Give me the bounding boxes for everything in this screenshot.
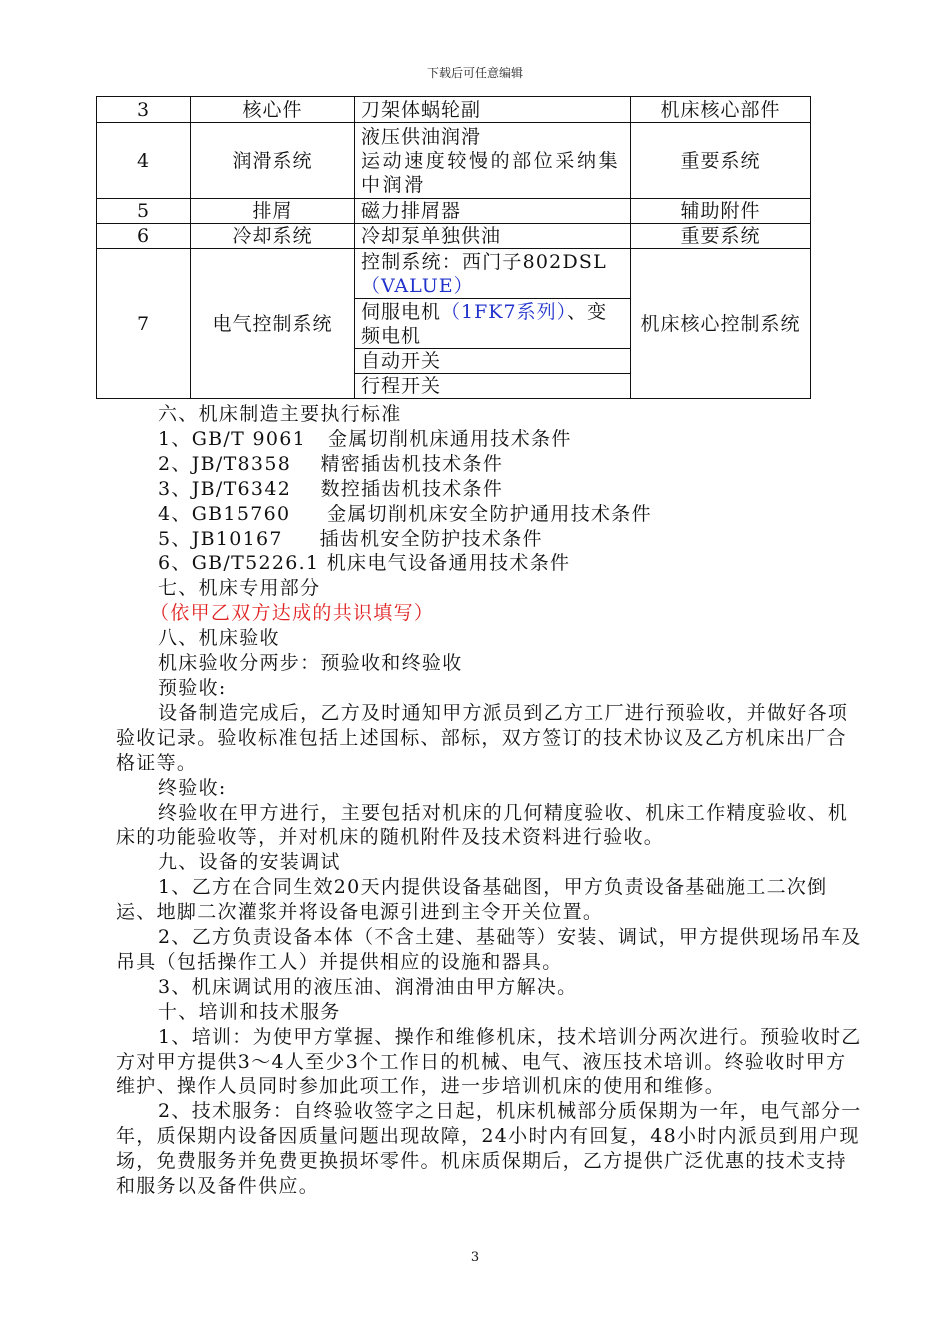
document-body [116, 402, 862, 1199]
subsection-title: 预验收: [158, 676, 227, 699]
list-item: 3、JB/T6342 数控插齿机技术条件 [158, 477, 504, 500]
content-text: 、变频电机 [361, 300, 608, 347]
note-text: （依甲乙双方达成的共识填写） [150, 602, 435, 625]
section-title: 八、机床验收 [158, 627, 280, 650]
spec-table [96, 96, 811, 399]
row-number: 6 [97, 224, 191, 249]
table-row [97, 224, 811, 249]
content-line: 运动速度较慢的部位采纳集中润滑 [361, 149, 621, 196]
row-name: 电气控制系统 [191, 249, 355, 399]
subsection-title: 终验收: [158, 776, 227, 799]
table-row [97, 97, 811, 123]
row-content [355, 123, 631, 199]
page-header: 下载后可任意编辑 [426, 66, 523, 80]
row-content: 磁力排屑器 [355, 199, 631, 224]
paragraph: 1、乙方在合同生效20天内提供设备基础图，甲方负责设备基础施工二次倒运、地脚二次灌浆并将设备电源引进到主令开关位置。 [116, 876, 828, 924]
section-title: 十、培训和技术服务 [158, 1000, 341, 1023]
section-title: 九、设备的安装调试 [158, 851, 341, 874]
content-text: 控制系统：西门子802DSL [361, 250, 607, 273]
row-name: 核心件 [191, 97, 355, 123]
row-name: 冷却系统 [191, 224, 355, 249]
content-highlight: （VALUE） [361, 274, 474, 297]
row-content: 刀架体蜗轮副 [355, 97, 631, 123]
table-row [97, 123, 811, 199]
row-content [355, 299, 631, 349]
table-row [97, 249, 811, 299]
content-highlight: （1FK7系列） [441, 300, 568, 323]
row-content: 冷却泵单独供油 [355, 224, 631, 249]
row-content: 自动开关 [355, 349, 631, 374]
list-item: 4、GB15760 金属切削机床安全防护通用技术条件 [158, 502, 652, 525]
paragraph: 2、乙方负责设备本体（不含土建、基础等）安装、调试，甲方提供现场吊车及吊具（包括操作工人）并提供相应的设施和器具。 [116, 926, 862, 973]
section-title: 七、机床专用部分 [158, 577, 321, 600]
row-content [355, 249, 631, 299]
row-number: 3 [97, 97, 191, 123]
row-name: 排屑 [191, 199, 355, 224]
list-item: 2、JB/T8358 精密插齿机技术条件 [158, 452, 504, 475]
row-number: 4 [97, 123, 191, 199]
row-remark: 重要系统 [631, 123, 811, 199]
content-line: 液压供油润滑 [361, 125, 482, 148]
row-name: 润滑系统 [191, 123, 355, 199]
list-item: 1、GB/T 9061 金属切削机床通用技术条件 [158, 427, 572, 450]
paragraph: 3、机床调试用的液压油、润滑油由甲方解决。 [158, 975, 578, 998]
row-remark: 机床核心部件 [631, 97, 811, 123]
page-number: 3 [470, 1250, 480, 1265]
row-number: 7 [97, 249, 191, 399]
content-text: 伺服电机 [361, 300, 442, 323]
paragraph: 2、技术服务：自终验收签字之日起，机床机械部分质保期为一年，电气部分一年，质保期内设备因质量问题出现故障，24小时内有回复，48小时内派员到用户现场，免费服务并免费更换损坏零件。机床质保期后，乙方提供广泛优惠的技术支持和服务以及备件供应。 [116, 1100, 862, 1198]
row-content: 行程开关 [355, 374, 631, 399]
row-number: 5 [97, 199, 191, 224]
list-item: 6、GB/T5226.1 机床电气设备通用技术条件 [158, 552, 571, 575]
paragraph: 1、培训：为使甲方掌握、操作和维修机床，技术培训分两次进行。预验收时乙方对甲方提供3～4人至少3个工作日的机械、电气、液压技术培训。终验收时甲方维护、操作人员同时参加此项工作，进一步培训机床的使用和维修。 [116, 1025, 862, 1098]
paragraph: 设备制造完成后，乙方及时通知甲方派员到乙方工厂进行预验收，并做好各项验收记录。验收标准包括上述国标、部标，双方签订的技术协议及乙方机床出厂合格证等。 [116, 701, 849, 774]
row-remark: 机床核心控制系统 [631, 249, 811, 399]
list-item: 5、JB10167 插齿机安全防护技术条件 [158, 527, 543, 550]
row-remark: 重要系统 [631, 224, 811, 249]
table-row [97, 199, 811, 224]
paragraph: 终验收在甲方进行，主要包括对机床的几何精度验收、机床工作精度验收、机床的功能验收等，并对机床的随机附件及技术资料进行验收。 [116, 801, 849, 849]
section-title: 六、机床制造主要执行标准 [158, 403, 402, 425]
paragraph: 机床验收分两步：预验收和终验收 [158, 652, 463, 675]
row-remark: 辅助附件 [631, 199, 811, 224]
